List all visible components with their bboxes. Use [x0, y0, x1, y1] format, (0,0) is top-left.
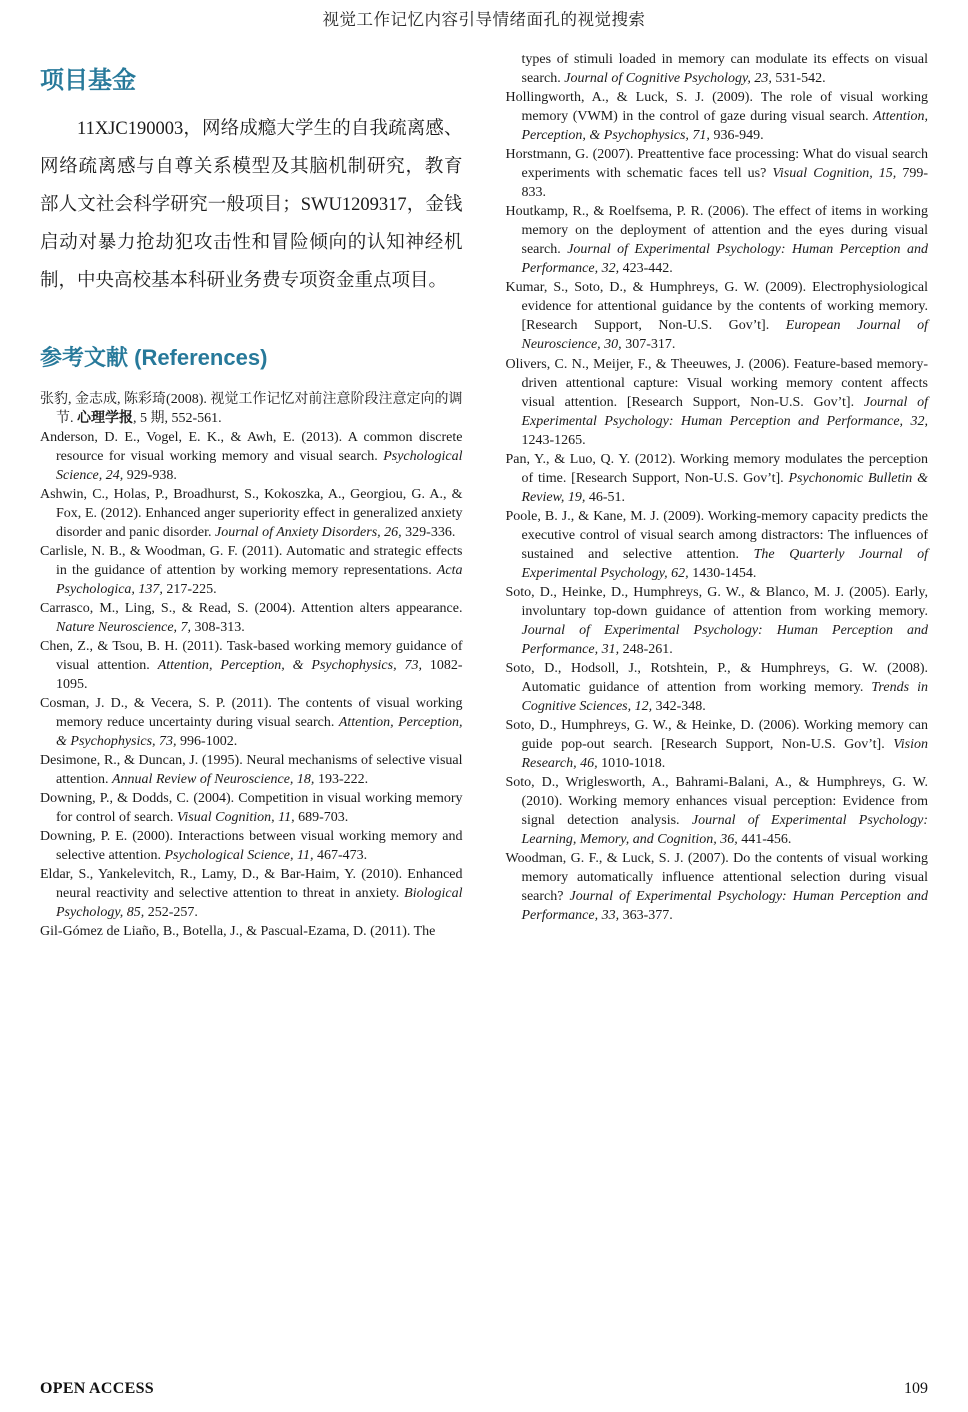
reference-text: , 5 期, 552-561.: [133, 410, 222, 426]
reference-text: Carrasco, M., Ling, S., & Read, S. (2004). Attention alters appearance.: [40, 600, 463, 616]
reference-text: 217-225.: [162, 581, 217, 597]
reference-item: [40, 827, 463, 865]
reference-text: 342-348.: [652, 699, 706, 715]
reference-text: 307-317.: [621, 337, 676, 353]
reference-text: Soto, D., Hodsoll, J., Rotshtein, P., & Humphreys, G. W. (2008). Automatic guidance of attention from working memory.: [505, 661, 928, 696]
reference-item: [506, 450, 929, 507]
reference-text: Carlisle, N. B., & Woodman, G. F. (2011). Automatic and strategic effects in the guidance of attention by working memory representations.: [40, 543, 463, 578]
reference-text: 996-1002.: [176, 734, 238, 750]
reference-text: 799-833.: [521, 166, 928, 201]
journal-name: Journal of Experimental Psychology: Human Perception and Performance, 32,: [521, 394, 928, 429]
reference-item: [506, 716, 929, 773]
open-access-label: OPEN ACCESS: [40, 1380, 154, 1397]
reference-text: 252-257.: [144, 905, 198, 921]
reference-item: [40, 751, 463, 789]
journal-name: Attention, Perception, & Psychophysics, 73,: [157, 658, 422, 674]
journal-name: Nature Neuroscience, 7,: [56, 619, 192, 635]
journal-name: Attention, Perception, & Psychophysics, 71,: [521, 109, 928, 144]
reference-text: 441-456.: [737, 832, 792, 848]
reference-item: [40, 637, 463, 694]
reference-text: Woodman, G. F., & Luck, S. J. (2007). Do the contents of visual working memory automatically influence attentional selection during visual search?: [505, 851, 928, 905]
reference-item: [40, 485, 463, 542]
reference-text: Downing, P., & Dodds, C. (2004). Competition in visual working memory for control of search.: [40, 791, 463, 826]
reference-text: Cosman, J. D., & Vecera, S. P. (2011). The contents of visual working memory reduce uncertainty during visual search.: [40, 696, 463, 731]
reference-text: Poole, B. J., & Kane, M. J. (2009). Working-memory capacity predicts the executive control of visual search among distractors: The influences of sustained and selective attention.: [505, 508, 928, 562]
reference-text: 193-222.: [314, 772, 369, 788]
references-heading: 参考文献 (References): [40, 344, 268, 370]
journal-name: Psychological Science, 11,: [164, 848, 314, 864]
journal-name: Journal of Experimental Psychology: Learning, Memory, and Cognition, 36,: [521, 813, 929, 848]
running-head-title: 视觉工作记忆内容引导情绪面孔的视觉搜索: [322, 10, 646, 29]
journal-name: Trends in Cognitive Sciences, 12,: [521, 680, 928, 715]
reference-text: Olivers, C. N., Meijer, F., & Theeuwes, J. (2006). Feature-based memory-driven attentional capture: Visual working memory content affects visual attention. [Research Support, Non-U.S. Gov’t].: [505, 356, 928, 410]
reference-item: [506, 278, 929, 354]
reference-text: 689-703.: [294, 810, 349, 826]
reference-item: [506, 145, 929, 202]
journal-name: Psychonomic Bulletin & Review, 19,: [521, 470, 928, 505]
reference-item: [506, 202, 929, 278]
reference-text: 心理学报: [77, 410, 133, 426]
reference-item: [506, 659, 929, 716]
journal-name: Annual Review of Neuroscience, 18,: [112, 772, 315, 788]
journal-name: Visual Cognition, 11,: [176, 810, 295, 826]
reference-item: [40, 789, 463, 827]
reference-text: Eldar, S., Yankelevitch, R., Lamy, D., & Bar-Haim, Y. (2010). Enhanced neural reactivity and selective attention to threat in anxiety.: [40, 867, 463, 902]
reference-text: 531-542.: [771, 71, 826, 87]
reference-item: [40, 922, 463, 941]
reference-text: 46-51.: [585, 489, 626, 505]
reference-text: Pan, Y., & Luo, Q. Y. (2012). Working memory modulates the perception of time. [Research Support, Non-U.S. Gov’t].: [505, 451, 928, 486]
journal-name: Journal of Cognitive Psychology, 23,: [564, 71, 772, 87]
journal-name: European Journal of Neuroscience, 30,: [521, 318, 929, 353]
reference-text: 936-949.: [709, 128, 764, 144]
reference-text: Gil-Gómez de Liaño, B., Botella, J., & Pascual-Ezama, D. (2011). The: [40, 924, 436, 940]
reference-item: [40, 428, 463, 485]
reference-text: Soto, D., Wriglesworth, A., Bahrami-Balani, A., & Humphreys, G. W. (2010). Working memory enhances visual perception: Evidence from signal detection analysis.: [505, 775, 928, 829]
reference-item: [40, 694, 463, 751]
reference-text: Hollingworth, A., & Luck, S. J. (2009). The role of visual working memory (VWM) in the control of gaze during visual search.: [505, 90, 928, 125]
fund-section-heading: 项目基金: [40, 67, 136, 94]
reference-item: [506, 773, 929, 849]
reference-text: 423-442.: [619, 261, 673, 277]
references-right: [506, 50, 929, 925]
reference-text: Ashwin, C., Holas, P., Broadhurst, S., Kokoszka, A., Georgiou, G. A., & Fox, E. (2012). Enhanced anger superiority effect in generalized anxiety disorder and panic disorder.: [40, 486, 463, 540]
page-number: 109: [904, 1380, 928, 1397]
journal-name: The Quarterly Journal of Experimental Psychology, 62,: [521, 546, 929, 581]
reference-text: 308-313.: [191, 619, 245, 635]
reference-text: 248-261.: [619, 641, 673, 657]
reference-text: 1010-1018.: [597, 756, 666, 772]
journal-name: Biological Psychology, 85,: [56, 886, 463, 921]
journal-name: Journal of Experimental Psychology: Human Perception and Performance, 32,: [521, 242, 928, 277]
reference-item: [40, 865, 463, 922]
reference-text: 467-473.: [313, 848, 368, 864]
reference-text: Horstmann, G. (2007). Preattentive face processing: What do visual search experiments with schematic faces tell us?: [505, 147, 928, 182]
reference-item: [506, 50, 929, 88]
journal-name: Journal of Anxiety Disorders, 26,: [215, 524, 402, 540]
reference-item: [40, 599, 463, 637]
reference-item: [506, 355, 929, 450]
reference-text: 1430-1454.: [688, 565, 757, 581]
reference-text: 1243-1265.: [521, 432, 586, 448]
left-column: [40, 50, 463, 942]
reference-text: Soto, D., Heinke, D., Humphreys, G. W., & Blanco, M. J. (2005). Early, involuntary top-down guidance of attention from working memory.: [505, 584, 928, 619]
page-footer: [40, 1380, 928, 1398]
right-column: [506, 50, 929, 942]
journal-name: Psychological Science, 24,: [56, 448, 463, 483]
reference-item: [40, 390, 463, 428]
reference-item: [506, 88, 929, 145]
reference-text: Houtkamp, R., & Roelfsema, P. R. (2006). The effect of items in working memory on the deployment of attention and the eyes during visual search.: [505, 204, 928, 258]
reference-text: 1082-1095.: [56, 658, 463, 693]
journal-name: Acta Psychologica, 137,: [56, 562, 463, 597]
reference-text: Chen, Z., & Tsou, B. H. (2011). Task-based working memory guidance of visual attention.: [40, 639, 463, 674]
reference-item: [40, 542, 463, 599]
reference-text: 363-377.: [619, 908, 673, 924]
journal-name: Visual Cognition, 15,: [772, 166, 897, 182]
reference-text: Desimone, R., & Duncan, J. (1995). Neural mechanisms of selective visual attention.: [40, 753, 463, 788]
two-column-content: [40, 50, 928, 942]
references-left: [40, 390, 463, 942]
reference-item: [506, 507, 929, 583]
journal-name: Journal of Experimental Psychology: Human Perception and Performance, 31,: [521, 622, 928, 657]
reference-text: Soto, D., Humphreys, G. W., & Heinke, D. (2006). Working memory can guide pop-out search. [Research Support, Non-U.S. Gov’t].: [505, 718, 928, 753]
reference-item: [506, 583, 929, 659]
journal-name: Vision Research, 46,: [521, 737, 928, 772]
journal-name: Journal of Experimental Psychology: Human Perception and Performance, 33,: [521, 889, 928, 924]
reference-text: 张豹, 金志成, 陈彩琦(2008). 视觉工作记忆对前注意阶段注意定向的调节.: [40, 391, 463, 426]
reference-text: types of stimuli loaded in memory can modulate its effects on visual search.: [521, 52, 928, 87]
reference-text: Kumar, S., Soto, D., & Humphreys, G. W. (2009). Electrophysiological evidence for attentional guidance by the contents of working memory. [Research Support, Non-U.S. Gov’t].: [505, 280, 928, 334]
reference-item: [506, 849, 929, 925]
journal-name: Attention, Perception, & Psychophysics, 73,: [56, 715, 463, 750]
fund-text: 11XJC190003，网络成瘾大学生的自我疏离感、网络疏离感与自尊关系模型及其脑机制研究，教育部人文社会科学研究一般项目；SWU1209317，金钱启动对暴力抢劫犯攻击性和冒险倾向的认知神经机制，中央高校基本科研业务费专项资金重点项目。: [40, 119, 463, 291]
reference-text: 929-938.: [123, 467, 177, 483]
reference-text: Downing, P. E. (2000). Interactions between visual working memory and selective attention.: [40, 829, 463, 864]
reference-text: Anderson, D. E., Vogel, E. K., & Awh, E. (2013). A common discrete resource for visual working memory and visual search.: [40, 429, 463, 464]
reference-text: 329-336.: [401, 524, 456, 540]
